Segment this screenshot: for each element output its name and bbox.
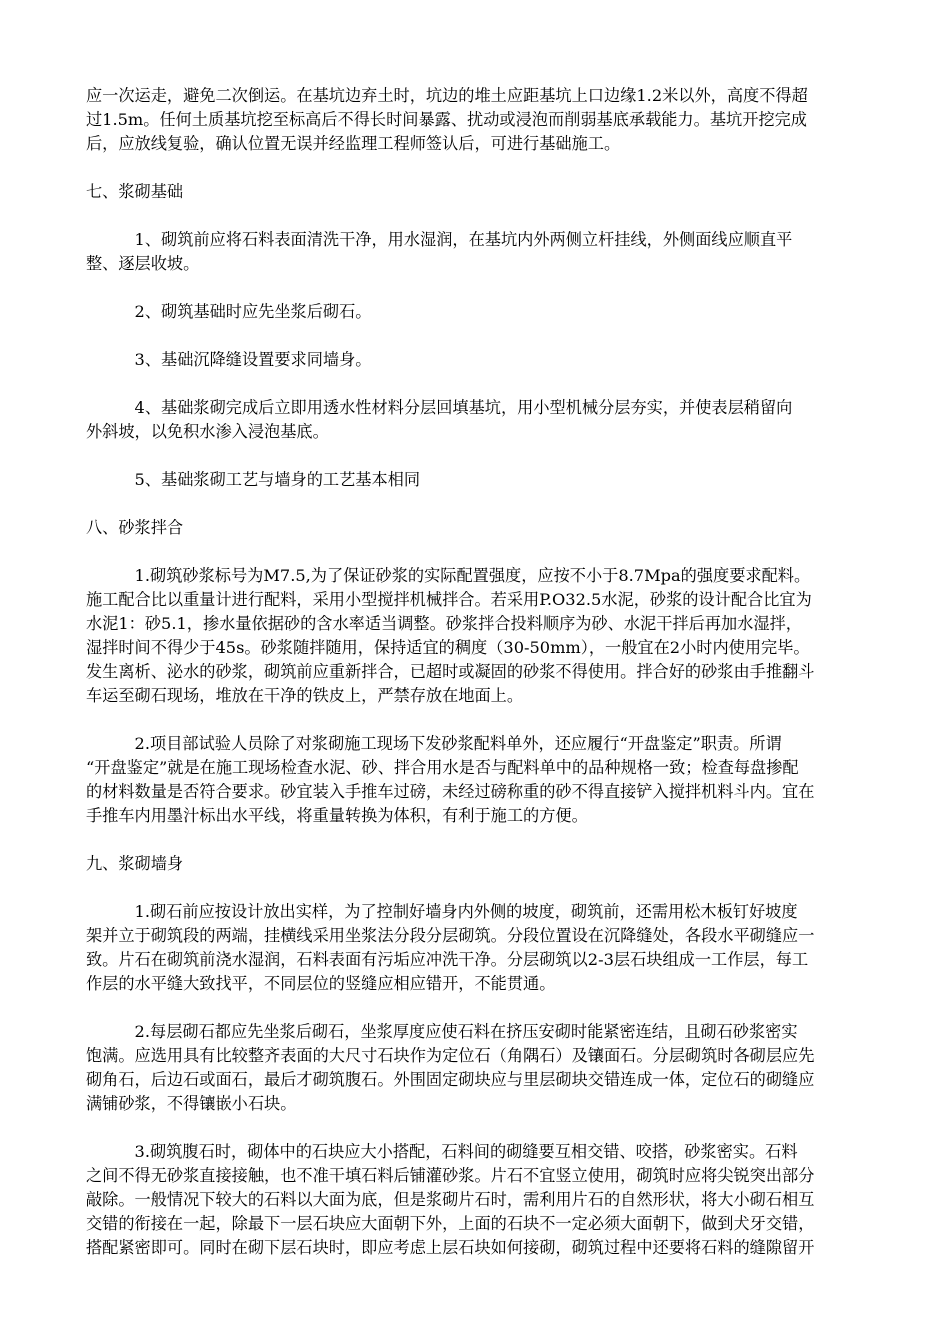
document-page [86,84,950,1284]
section-heading: 七、浆砌基础 [86,182,184,201]
text-line: 后，应放线复验，确认位置无误并经监理工程师签认后，可进行基础施工。 [86,134,621,153]
paragraph [86,348,950,372]
paragraph [86,732,950,828]
text-line: 整、逐层收坡。 [86,254,200,273]
text-line: 致。片石在砌筑前浇水湿润，石料表面有污垢应冲洗干净。分层砌筑以2-3层石块组成一工作层，每工 [86,950,809,969]
paragraph [86,900,950,996]
text-line: 水泥1：砂5.1，掺水量依据砂的含水率适当调整。砂浆拌合投料顺序为砂、水泥干拌后再加水湿拌， [86,614,802,633]
paragraph [86,300,950,324]
text-line: 发生离析、泌水的砂浆，砌筑前应重新拌合，已超时或凝固的砂浆不得使用。拌合好的砂浆由手推翻斗 [86,662,815,681]
text-line: 满铺砂浆，不得镶嵌小石块。 [86,1094,297,1113]
paragraph [86,228,950,276]
paragraph [86,84,950,156]
text-line: 2.项目部试验人员除了对浆砌施工现场下发砂浆配料单外，还应履行“开盘鉴定”职责。所谓 [86,734,782,753]
text-line: 1.砌石前应按设计放出实样，为了控制好墙身内外侧的坡度，砌筑前，还需用松木板钉好坡度 [86,902,798,921]
text-line: 的材料数量是否符合要求。砂宜装入手推车过磅，未经过磅称重的砂不得直接铲入搅拌机料斗内。宜在 [86,782,815,801]
text-line: 饱满。应选用具有比较整齐表面的大尺寸石块作为定位石（角隅石）及镶面石。分层砌筑时各砌层应先 [86,1046,815,1065]
text-line: 湿拌时间不得少于45s。砂浆随拌随用，保持适宜的稠度（30-50mm），一般宜在2小时内使用完毕。 [86,638,810,657]
paragraph [86,468,950,492]
text-line: 应一次运走，避免二次倒运。在基坑边弃土时，坑边的堆土应距基坑上口边缘1.2米以外，高度不得超 [86,86,808,105]
text-line: 之间不得无砂浆直接接触，也不准干填石料后铺灌砂浆。片石不宜竖立使用，砌筑时应将尖锐突出部分 [86,1166,815,1185]
text-line: 1.砌筑砂浆标号为M7.5,为了保证砂浆的实际配置强度，应按不小于8.7Mpa的强度要求配料。 [86,566,811,585]
paragraph [86,396,950,444]
text-line: 作层的水平缝大致找平，不同层位的竖缝应相应错开，不能贯通。 [86,974,556,993]
text-line: 3、基础沉降缝设置要求同墙身。 [86,350,372,369]
text-line: 外斜坡，以免积水渗入浸泡基底。 [86,422,329,441]
paragraph [86,1140,950,1260]
text-line: 过1.5m。任何土质基坑挖至标高后不得长时间暴露、扰动或浸泡而削弱基底承载能力。基坑开挖完成 [86,110,807,129]
text-line: 3.砌筑腹石时，砌体中的石块应大小搭配，石料间的砌缝要互相交错、咬搭，砂浆密实。石料 [86,1142,798,1161]
text-line: 5、基础浆砌工艺与墙身的工艺基本相同 [86,470,421,489]
text-line: 1、砌筑前应将石料表面清洗干净，用水湿润，在基坑内外两侧立杆挂线，外侧面线应顺直平 [86,230,793,249]
text-line: 交错的衔接在一起，除最下一层石块应大面朝下外，上面的石块不一定必须大面朝下，做到犬牙交错， [86,1214,815,1233]
section-heading: 九、浆砌墙身 [86,854,184,873]
text-line: 手推车内用墨汁标出水平线，将重量转换为体积，有利于施工的方便。 [86,806,588,825]
text-line: 4、基础浆砌完成后立即用透水性材料分层回填基坑，用小型机械分层夯实，并使表层稍留向 [86,398,793,417]
text-line: 搭配紧密即可。同时在砌下层石块时，即应考虑上层石块如何接砌，砌筑过程中还要将石料的缝隙留开 [86,1238,815,1257]
text-line: 架并立于砌筑段的两端，挂横线采用坐浆法分段分层砌筑。分段位置设在沉降缝处，各段水平砌缝应一 [86,926,815,945]
text-line: 2.每层砌石都应先坐浆后砌石，坐浆厚度应使石料在挤压安砌时能紧密连结，且砌石砂浆密实 [86,1022,798,1041]
text-line: 2、砌筑基础时应先坐浆后砌石。 [86,302,372,321]
section-heading: 八、砂浆拌合 [86,518,184,537]
text-line: 砌角石，后边石或面石，最后才砌筑腹石。外围固定砌块应与里层砌块交错连成一体，定位石的砌缝应 [86,1070,815,1089]
text-line: “开盘鉴定”就是在施工现场检查水泥、砂、拌合用水是否与配料单中的品种规格一致；检查每盘掺配 [86,758,799,777]
text-line: 敲除。一般情况下较大的石料以大面为底，但是浆砌片石时，需利用片石的自然形状，将大小砌石相互 [86,1190,815,1209]
text-line: 车运至砌石现场，堆放在干净的铁皮上，严禁存放在地面上。 [86,686,524,705]
paragraph [86,564,950,708]
paragraph [86,1020,950,1116]
text-line: 施工配合比以重量计进行配料，采用小型搅拌机械拌合。若采用P.O32.5水泥，砂浆的设计配合比宜为 [86,590,812,609]
